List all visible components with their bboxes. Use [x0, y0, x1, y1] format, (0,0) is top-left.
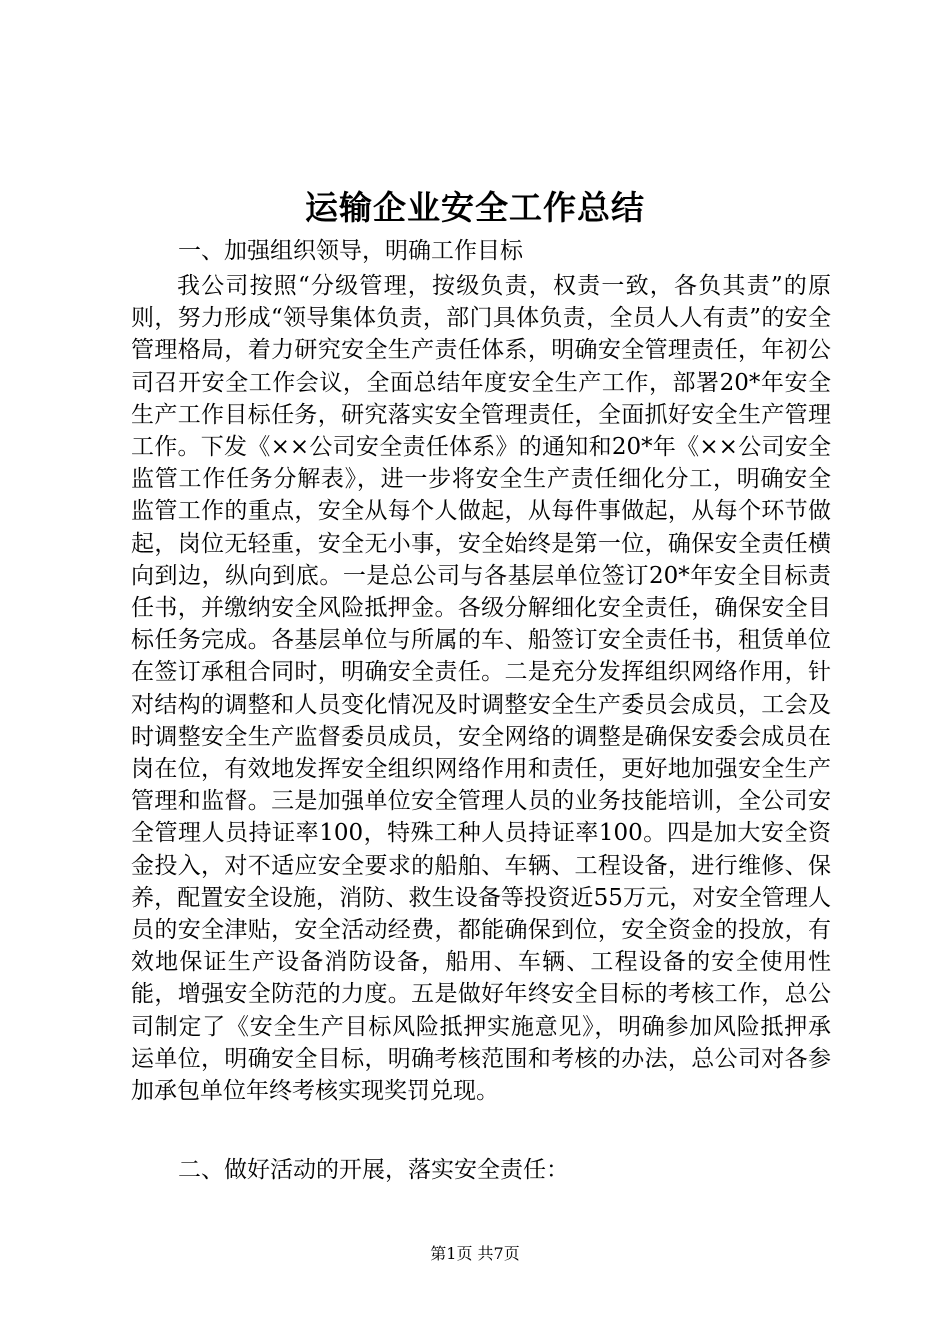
page-footer: 第1页 共7页 — [430, 1244, 520, 1263]
section-body-1: 我公司按照“分级管理，按级负责，权责一致，各负其责”的原则，努力形成“领导集体负责，部门具体负责，全员人人有责”的安全管理格局，着力研究安全生产责任体系，明确安全管理责任，年初公司召开安全工作会议，全面总结年度安全生产工作，部署20*年安全生产工作目标任务，研究落实安全管理责任，全面抓好安全生产管理工作。下发《××公司安全责任体系》的通知和20*年《××公司安全监管工作任务分解表》，进一步将安全生产责任细化分工，明确安全监管工作的重点，安全从每个人做起，从每件事做起，从每个环节做起，岗位无轻重，安全无小事，安全始终是第一位，确保安全责任横向到边，纵向到底。一是总公司与各基层单位签订20*年安全目标责任书，并缴纳安全风险抵押金。各级分解细化安全责任，确保安全目标任务完成。各基层单位与所属的车、船签订安全责任书，租赁单位在签订承租合同时，明确安全责任。二是充分发挥组织网络作用，针对结构的调整和人员变化情况及时调整安全生产委员会成员，工会及时调整安全生产监督委员成员，安全网络的调整是确保安委会成员在岗在位，有效地发挥安全组织网络作用和责任，更好地加强安全生产管理和监督。三是加强单位安全管理人员的业务技能培训，全公司安全管理人员持证率100，特殊工种人员持证率100。四是加大安全资金投入，对不适应安全要求的船舶、车辆、工程设备，进行维修、保养，配置安全设施，消防、救生设备等投资近55万元，对安全管理人员的安全津贴，安全活动经费，都能确保到位，安全资金的投放，有效地保证生产设备消防设备，船用、车辆、工程设备的安全使用性能，增强安全防范的力度。五是做好年终安全目标的考核工作，总公司制定了《安全生产目标风险抵押实施意见》，明确参加风险抵押承运单位，明确安全目标，明确考核范围和考核的办法，总公司对各参加承包单位年终考核实现奖罚兑现。 — [131, 273, 831, 1105]
section-heading-1: 一、加强组织领导，明确工作目标 — [178, 238, 523, 264]
section-heading-2: 二、做好活动的开展，落实安全责任： — [178, 1157, 569, 1183]
document-title: 运输企业安全工作总结 — [305, 188, 645, 227]
